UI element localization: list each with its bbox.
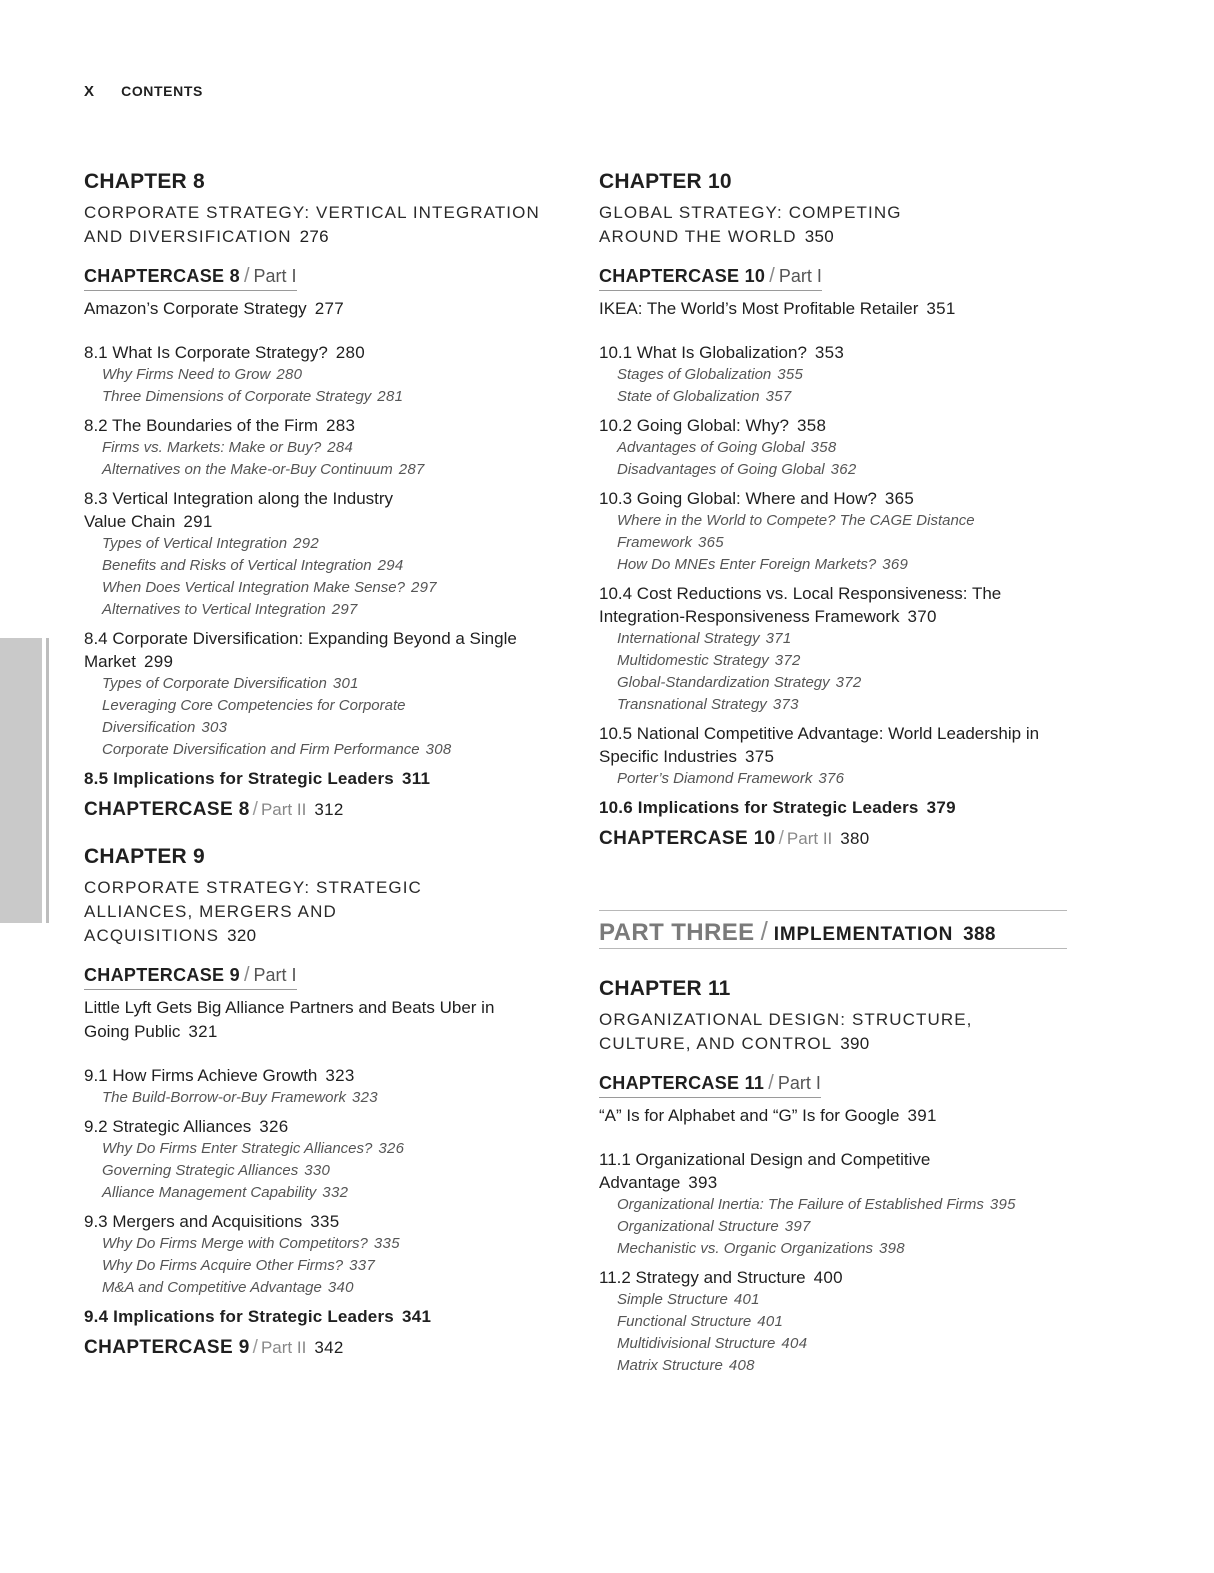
side-thumb-tab <box>0 638 42 923</box>
subsection-entry: How Do MNEs Enter Foreign Markets? 369 <box>617 556 909 573</box>
subsection-entry: Governing Strategic Alliances 330 <box>102 1162 331 1179</box>
running-head <box>84 83 203 100</box>
part-three-heading: PART THREE / IMPLEMENTATION 388 <box>599 910 1067 949</box>
subsection-entry: Multidivisional Structure 404 <box>617 1335 808 1352</box>
chaptercase-title: “A” Is for Alphabet and “G” Is for Google 391 <box>599 1106 937 1125</box>
section-entry: 8.1 What Is Corporate Strategy? 280 <box>84 343 366 362</box>
page-number: 388 <box>963 924 996 945</box>
subsection-entry: Transnational Strategy 373 <box>617 696 799 713</box>
section-entry: 10.1 What Is Globalization? 353 <box>599 343 845 362</box>
page-number: 350 <box>804 227 834 246</box>
chapter-title: CORPORATE STRATEGY: STRATEGIC ALLIANCES, MERGERS AND ACQUISITIONS 320 <box>84 878 422 945</box>
side-thumb-tab-rule <box>46 638 49 923</box>
subsection-entry: Why Do Firms Enter Strategic Alliances? 326 <box>102 1140 405 1157</box>
section-entry: 10.4 Cost Reductions vs. Local Responsiveness: The Integration-Responsiveness Framework 370 <box>599 584 1002 626</box>
subsection-entry: When Does Vertical Integration Make Sense? 297 <box>102 579 437 596</box>
subsection-entry: Porter’s Diamond Framework 376 <box>617 770 845 787</box>
subsection-entry: Stages of Globalization 355 <box>617 366 804 383</box>
chapter-9 <box>84 845 564 1361</box>
section-entry-implications: 9.4 Implications for Strategic Leaders 341 <box>84 1307 432 1326</box>
part-name: IMPLEMENTATION <box>773 924 954 945</box>
section-entry: 10.5 National Competitive Advantage: World Leadership in Specific Industries 375 <box>599 724 1040 766</box>
subsection-entry: Mechanistic vs. Organic Organizations 398 <box>617 1240 905 1257</box>
subsection-entry: Where in the World to Compete? The CAGE Distance Framework 365 <box>617 512 975 551</box>
subsection-entry: Why Do Firms Acquire Other Firms? 337 <box>102 1257 376 1274</box>
subsection-entry: Why Firms Need to Grow 280 <box>102 366 303 383</box>
subsection-entry: Global-Standardization Strategy 372 <box>617 674 862 691</box>
toc-left-column <box>84 170 564 1383</box>
chapter-label: CHAPTER 11 <box>599 977 731 1000</box>
subsection-entry: Organizational Inertia: The Failure of Established Firms 395 <box>617 1196 1016 1213</box>
part-label: PART THREE <box>599 919 755 946</box>
page-number: 276 <box>299 227 329 246</box>
chapter-title: GLOBAL STRATEGY: COMPETING AROUND THE WORLD 350 <box>599 203 902 246</box>
subsection-entry: Leveraging Core Competencies for Corporate Diversification 303 <box>102 697 406 736</box>
subsection-entry: Why Do Firms Merge with Competitors? 335 <box>102 1235 400 1252</box>
section-entry: 10.3 Going Global: Where and How? 365 <box>599 489 915 508</box>
page-number: 390 <box>840 1034 870 1053</box>
subsection-entry: Alternatives to Vertical Integration 297 <box>102 601 358 618</box>
page-number: 320 <box>227 926 257 945</box>
subsection-entry: Three Dimensions of Corporate Strategy 281 <box>102 388 404 405</box>
subsection-entry: Advantages of Going Global 358 <box>617 439 837 456</box>
subsection-entry: State of Globalization 357 <box>617 388 792 405</box>
subsection-entry: M&A and Competitive Advantage 340 <box>102 1279 354 1296</box>
chaptercase-part-one-heading: CHAPTERCASE 11 / Part I <box>599 1072 821 1098</box>
subsection-entry: Organizational Structure 397 <box>617 1218 811 1235</box>
subsection-entry: Multidomestic Strategy 372 <box>617 652 801 669</box>
subsection-entry: Types of Vertical Integration 292 <box>102 535 320 552</box>
subsection-entry: Benefits and Risks of Vertical Integration 294 <box>102 557 404 574</box>
toc-right-column <box>599 170 1069 1399</box>
section-entry: 11.1 Organizational Design and Competitive Advantage 393 <box>599 1150 931 1192</box>
section-entry: 10.2 Going Global: Why? 358 <box>599 416 827 435</box>
subsection-entry: Simple Structure 401 <box>617 1291 760 1308</box>
chapter-11 <box>599 977 1069 1377</box>
chaptercase-title: IKEA: The World’s Most Profitable Retailer 351 <box>599 299 956 318</box>
subsection-entry: The Build-Borrow-or-Buy Framework 323 <box>102 1089 378 1106</box>
section-entry-implications: 10.6 Implications for Strategic Leaders 379 <box>599 798 956 817</box>
section-entry: 8.2 The Boundaries of the Firm 283 <box>84 416 356 435</box>
section-entry: 9.3 Mergers and Acquisitions 335 <box>84 1212 340 1231</box>
chaptercase-title: Amazon’s Corporate Strategy 277 <box>84 299 344 318</box>
chapter-title: CORPORATE STRATEGY: VERTICAL INTEGRATION AND DIVERSIFICATION 276 <box>84 203 540 246</box>
chapter-10 <box>599 170 1069 852</box>
chaptercase-part-two-entry: CHAPTERCASE 8 / Part II 312 <box>84 799 344 820</box>
subsection-entry: Firms vs. Markets: Make or Buy? 284 <box>102 439 354 456</box>
chapter-label: CHAPTER 10 <box>599 170 732 193</box>
subsection-entry: Matrix Structure 408 <box>617 1357 755 1374</box>
subsection-entry: Disadvantages of Going Global 362 <box>617 461 857 478</box>
chaptercase-part-one-heading: CHAPTERCASE 10 / Part I <box>599 265 822 291</box>
chaptercase-part-two-entry: CHAPTERCASE 10 / Part II 380 <box>599 828 870 849</box>
section-entry: 8.3 Vertical Integration along the Industry Value Chain 291 <box>84 489 394 531</box>
chapter-title: ORGANIZATIONAL DESIGN: STRUCTURE, CULTURE, AND CONTROL 390 <box>599 1010 973 1053</box>
section-entry: 9.2 Strategic Alliances 326 <box>84 1117 289 1136</box>
subsection-entry: Corporate Diversification and Firm Performance 308 <box>102 741 452 758</box>
chaptercase-part-two-entry: CHAPTERCASE 9 / Part II 342 <box>84 1337 344 1358</box>
subsection-entry: Alternatives on the Make-or-Buy Continuum 287 <box>102 461 425 478</box>
chapter-8 <box>84 170 564 823</box>
subsection-entry: Types of Corporate Diversification 301 <box>102 675 359 692</box>
section-entry-implications: 8.5 Implications for Strategic Leaders 311 <box>84 769 431 788</box>
page-folio: X <box>84 83 95 100</box>
section-entry: 11.2 Strategy and Structure 400 <box>599 1268 843 1287</box>
chapter-label: CHAPTER 9 <box>84 845 205 868</box>
subsection-entry: International Strategy 371 <box>617 630 792 647</box>
chaptercase-part-one-heading: CHAPTERCASE 8 / Part I <box>84 265 297 291</box>
chapter-label: CHAPTER 8 <box>84 170 205 193</box>
running-head-title: CONTENTS <box>121 83 203 99</box>
section-entry: 8.4 Corporate Diversification: Expanding Beyond a Single Market 299 <box>84 629 517 671</box>
subsection-entry: Alliance Management Capability 332 <box>102 1184 349 1201</box>
section-entry: 9.1 How Firms Achieve Growth 323 <box>84 1066 355 1085</box>
chaptercase-part-one-heading: CHAPTERCASE 9 / Part I <box>84 964 297 990</box>
chaptercase-title: Little Lyft Gets Big Alliance Partners and Beats Uber in Going Public 321 <box>84 998 495 1041</box>
subsection-entry: Functional Structure 401 <box>617 1313 784 1330</box>
